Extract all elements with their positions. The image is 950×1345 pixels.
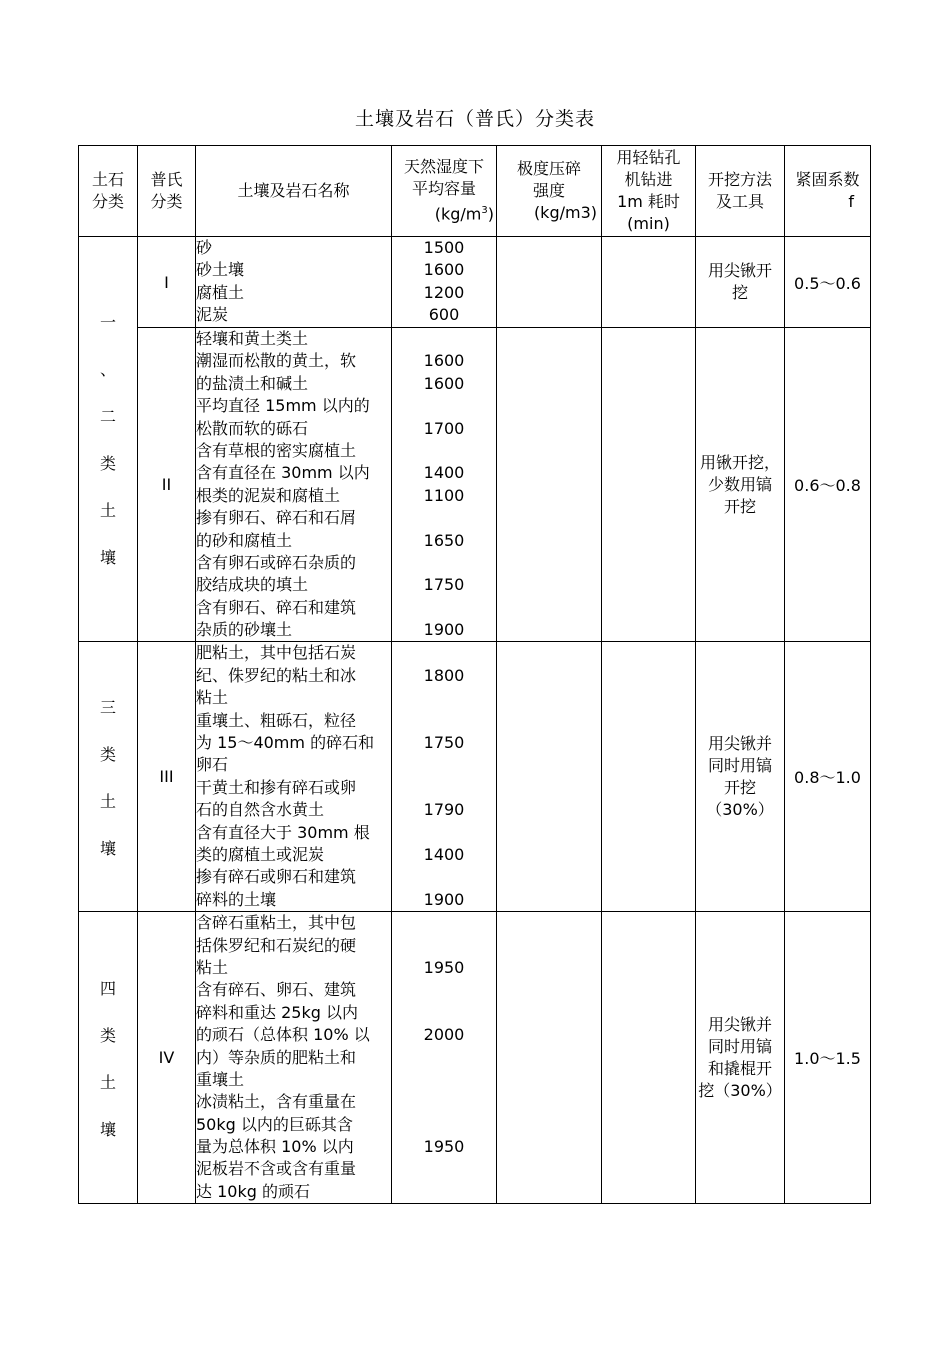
names-cell: 砂 砂土壤 腐植土 泥炭	[196, 237, 392, 328]
header-row	[79, 146, 871, 237]
strength-cell	[497, 328, 602, 642]
pushi-cell: III	[138, 642, 196, 912]
soil-classification-table	[78, 145, 871, 1204]
weights-cell: 1600 1600 1700 1400 1100 1650 1750 1900	[392, 328, 497, 642]
page-title: 土壤及岩石（普氏）分类表	[354, 108, 595, 130]
table-row	[79, 642, 871, 912]
drill-cell	[602, 237, 696, 328]
strength-cell	[497, 642, 602, 912]
header-category: 土石 分类	[79, 146, 138, 237]
method-cell: 用尖锹并 同时用镐 和撬棍开 挖（30%）	[696, 912, 785, 1204]
drill-cell	[602, 912, 696, 1204]
header-pushi: 普氏 分类	[138, 146, 196, 237]
table-row	[79, 328, 871, 642]
category-cell: 四 类 土 壤	[79, 912, 138, 1204]
names-cell: 肥粘土，其中包括石炭 纪、侏罗纪的粘土和冰 粘土 重壤土、粗砾石，粒径 为 15～40mm 的碎石和 卵石 干黄土和掺有碎石或卵 石的自然含水黄土 含有直径大于 30mm 根 类的腐植土或泥炭 掺有碎石或卵石和建筑 碎料的土壤	[196, 642, 392, 912]
category-cell: 三 类 土 壤	[79, 642, 138, 912]
drill-cell	[602, 642, 696, 912]
pushi-cell: II	[138, 328, 196, 642]
coef-cell: 0.8～1.0	[785, 642, 871, 912]
names-cell: 含碎石重粘土，其中包 括侏罗纪和石炭纪的硬 粘土 含有碎石、卵石、建筑 碎料和重达 25kg 以内 的顽石（总体积 10% 以 内）等杂质的肥粘土和 重壤土 冰渍粘土，含有重量在 50kg 以内的巨砾其含 量为总体积 10% 以内 泥板岩不含或含有重量 达 10kg 的顽石	[196, 912, 392, 1204]
pushi-cell: I	[138, 237, 196, 328]
coef-cell: 0.5～0.6	[785, 237, 871, 328]
method-cell: 用锹开挖， 少数用镐 开挖	[696, 328, 785, 642]
strength-cell	[497, 912, 602, 1204]
header-coef: 紧固系数 f	[785, 146, 871, 237]
category-cell: 一 、 二 类 土 壤	[79, 237, 138, 642]
header-drill: 用轻钻孔 机钻进 1m 耗时 (min)	[602, 146, 696, 237]
pushi-cell: IV	[138, 912, 196, 1204]
table-row	[79, 912, 871, 1204]
coef-cell: 1.0～1.5	[785, 912, 871, 1204]
header-weight: 天然湿度下 平均容量 $(kg/m^3)$	[392, 146, 497, 237]
method-cell: 用尖锹开 挖	[696, 237, 785, 328]
weights-cell: 1800 1750 1790 1400 1900	[392, 642, 497, 912]
weights-cell: 1950 2000 1950	[392, 912, 497, 1204]
header-name: 土壤及岩石名称	[196, 146, 392, 237]
header-strength: 极度压碎 强度 (kg/m3)	[497, 146, 602, 237]
table-row	[79, 237, 871, 328]
method-cell: 用尖锹并 同时用镐 开挖 （30%）	[696, 642, 785, 912]
drill-cell	[602, 328, 696, 642]
coef-cell: 0.6～0.8	[785, 328, 871, 642]
header-method: 开挖方法 及工具	[696, 146, 785, 237]
strength-cell	[497, 237, 602, 328]
weights-cell: 1500 1600 1200 600	[392, 237, 497, 328]
names-cell: 轻壤和黄土类土 潮湿而松散的黄土，软 的盐渍土和碱土 平均直径 15mm 以内的 松散而软的砾石 含有草根的密实腐植土 含有直径在 30mm 以内 根类的泥炭和腐植土 掺有卵石、碎石和石屑 的砂和腐植土 含有卵石或碎石杂质的 胶结成块的填土 含有卵石、碎石和建筑 杂质的砂壤土	[196, 328, 392, 642]
